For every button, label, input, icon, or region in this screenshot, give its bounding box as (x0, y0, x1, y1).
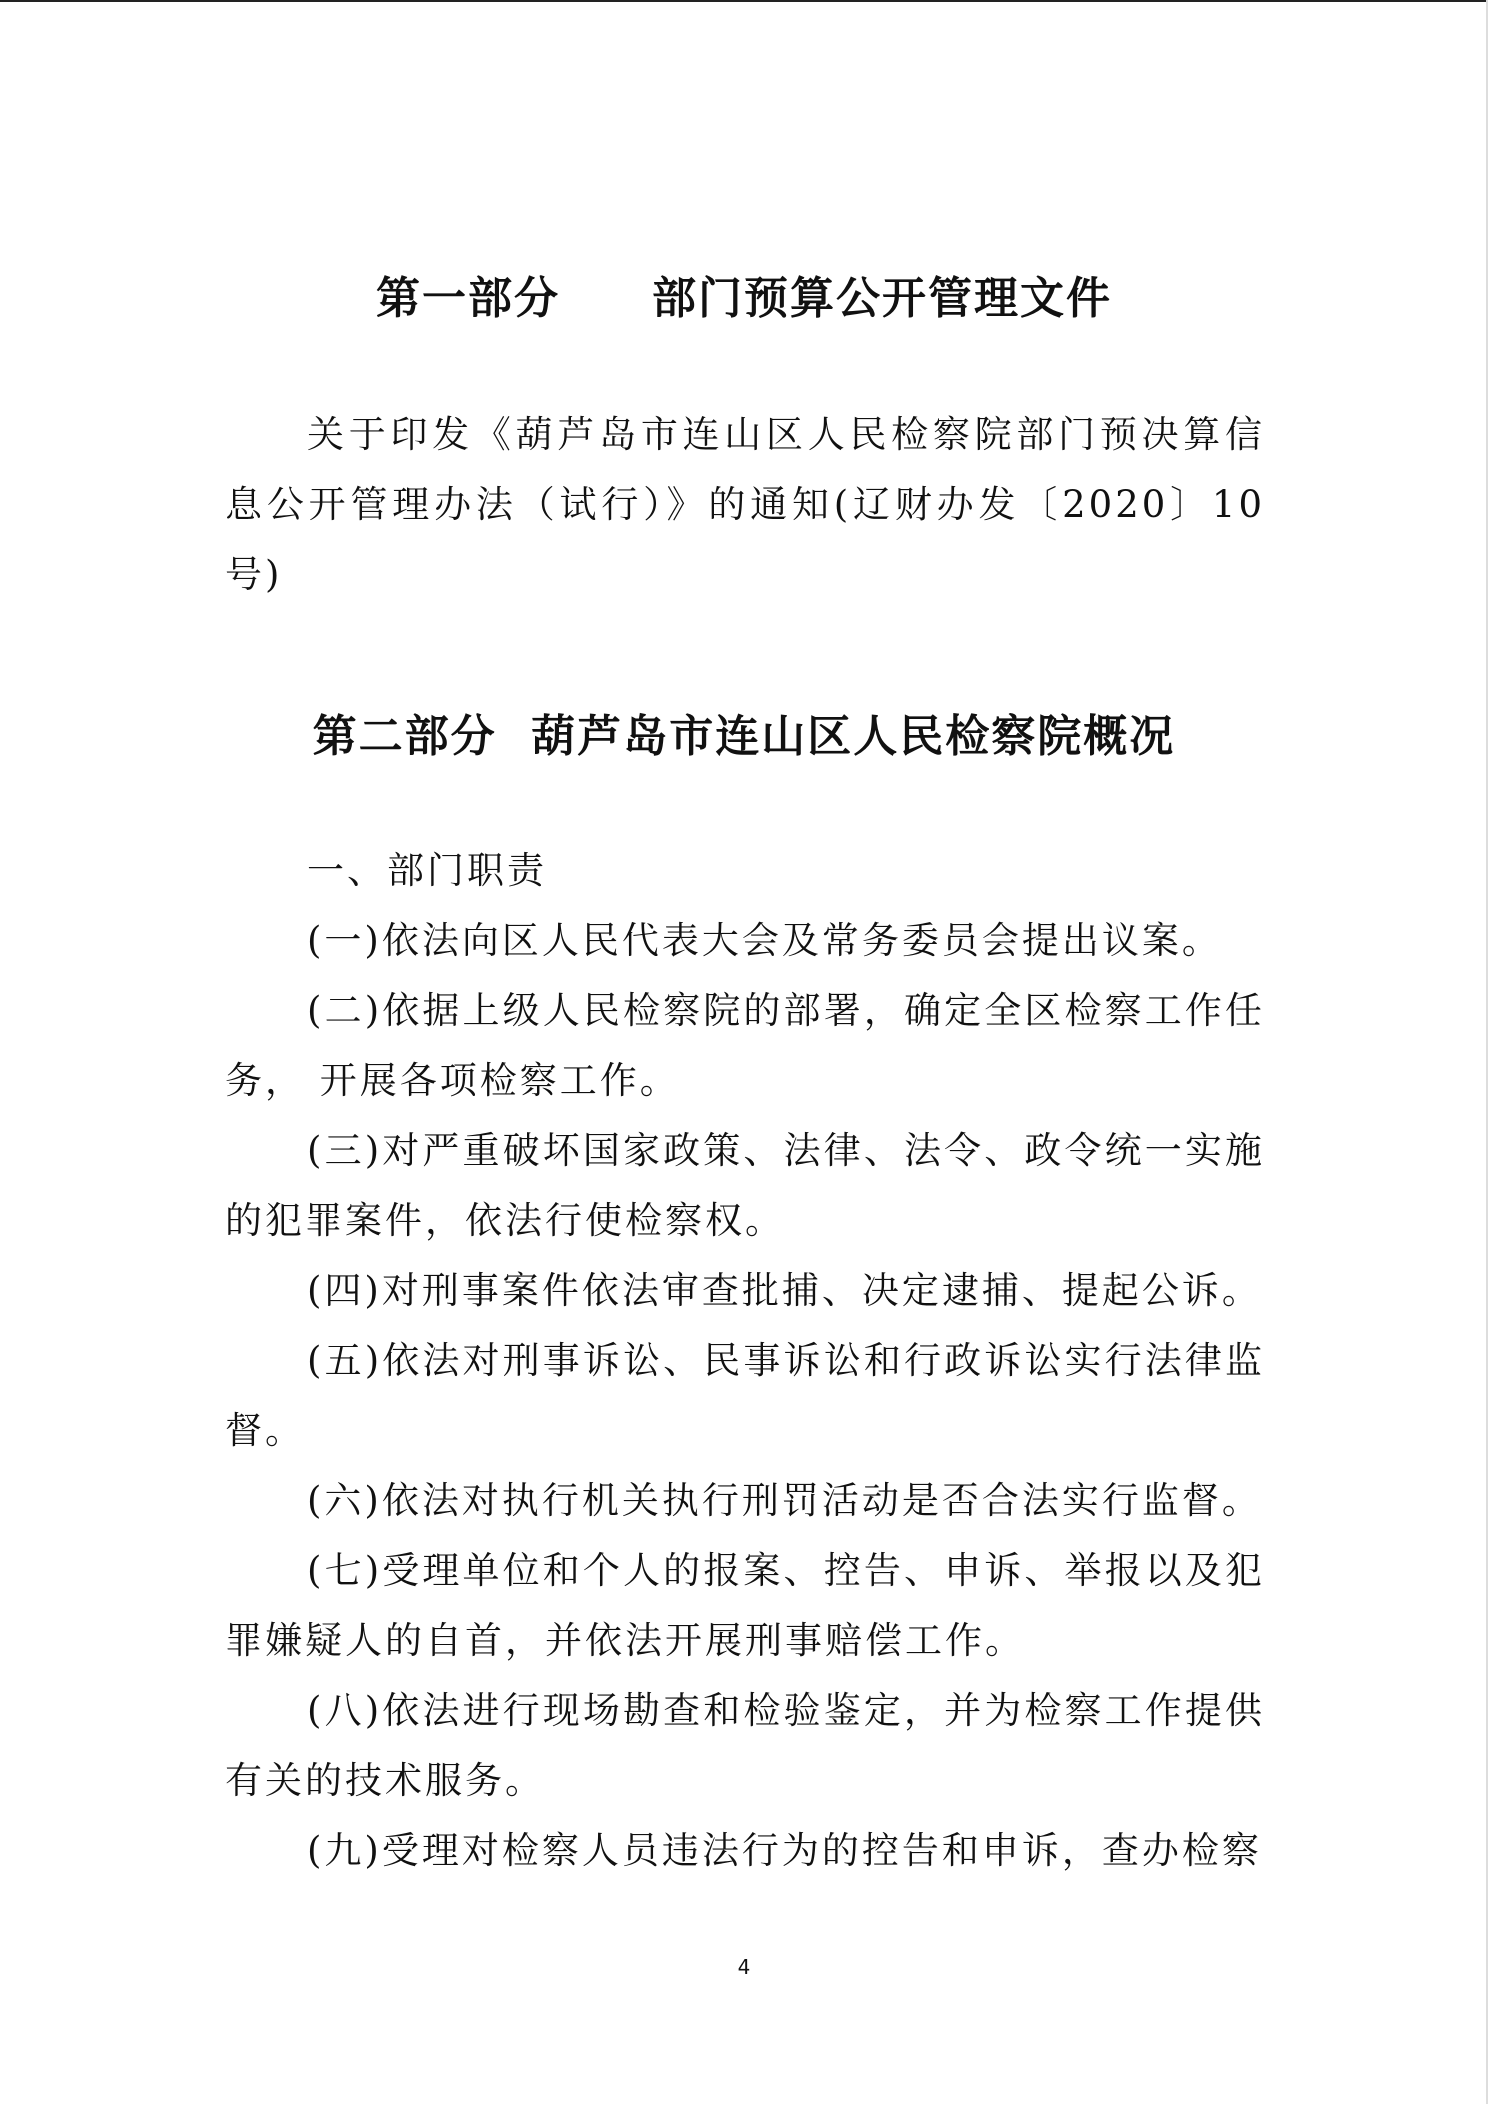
duty-item-4: (四)对刑事案件依法审查批捕、决定逮捕、提起公诉。 (307, 1269, 1262, 1312)
duty-item-8: (八)依法进行现场勘查和检验鉴定，并为检察工作提供有关的技术服务。 (225, 1689, 1265, 1802)
duty-item-7: (七)受理单位和个人的报案、控告、申诉、举报以及犯罪嫌疑人的自首，并依法开展刑事赔偿工作。 (225, 1549, 1265, 1662)
notice-paragraph: 关于印发《葫芦岛市连山区人民检察院部门预决算信息公开管理办法（试行）》的通知(辽财办发〔2020〕10号) (225, 413, 1265, 596)
section-title: 一、部门职责 (307, 849, 547, 892)
duty-item-1: (一)依法向区人民代表大会及常务委员会提出议案。 (307, 919, 1222, 962)
page-top-border (0, 0, 1488, 2)
duty-item-2: (二)依据上级人民检察院的部署，确定全区检察工作任务， 开展各项检察工作。 (225, 989, 1265, 1102)
duty-item-6: (六)依法对执行机关执行刑罚活动是否合法实行监督。 (307, 1479, 1262, 1522)
page-number: 4 (737, 1955, 751, 1979)
duty-item-5: (五)依法对刑事诉讼、民事诉讼和行政诉讼实行法律监督。 (225, 1339, 1265, 1452)
duties-section (225, 836, 1265, 1886)
duty-item-3: (三)对严重破坏国家政策、法律、法令、政令统一实施的犯罪案件，依法行使检察权。 (225, 1129, 1265, 1242)
notice-block (225, 400, 1265, 610)
duty-item-9: (九)受理对检察人员违法行为的控告和申诉，查办检察 (307, 1829, 1262, 1872)
part-one-heading: 第一部分 部门预算公开管理文件 (376, 273, 1112, 324)
part-two-heading: 第二部分 葫芦岛市连山区人民检察院概况 (312, 711, 1176, 762)
